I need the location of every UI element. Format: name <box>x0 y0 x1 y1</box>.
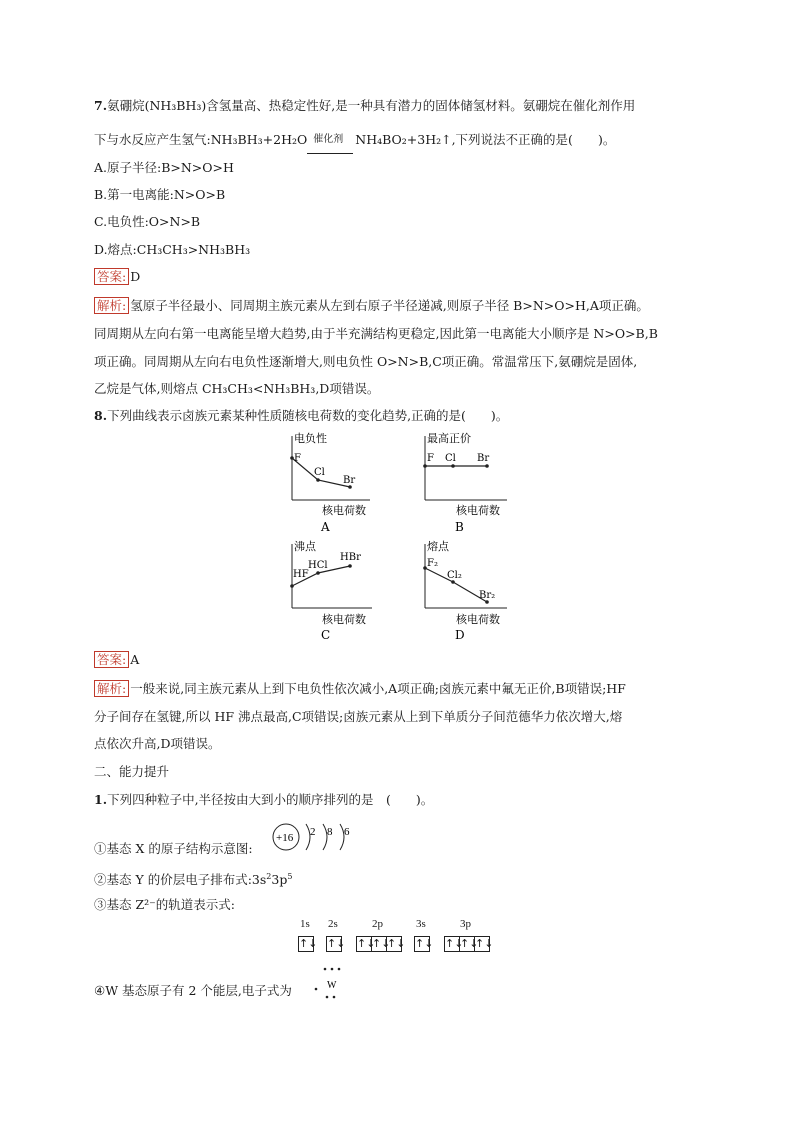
chart-b-caption: B <box>455 520 464 534</box>
orbital-box-3p-2: ↑↓ <box>460 937 479 950</box>
chart-c-point-hf <box>290 584 294 588</box>
answer-tag: 答案: <box>94 651 129 668</box>
lewis-dot-top-3 <box>338 968 341 971</box>
orbital-label-3s: 3s <box>416 918 426 930</box>
p1-item1: ①基态 X 的原子结构示意图: <box>94 841 253 856</box>
lewis-dot-left <box>315 988 318 991</box>
q7-stem-line1 <box>94 97 635 115</box>
orbital-box-2p-1: ↑↓ <box>357 937 376 950</box>
chart-d-label-br2: Br₂ <box>479 590 496 601</box>
q7-option-c: C.电负性:O>N>B <box>94 214 201 229</box>
chart-a-label-cl: Cl <box>314 467 325 478</box>
q8-answer <box>94 651 139 669</box>
q7-option-b: B.第一电离能:N>O>B <box>94 187 226 202</box>
chart-a-label-br: Br <box>343 475 356 486</box>
orbital-box-3p-3: ↑↓ <box>475 937 494 950</box>
chart-b-point-f <box>423 464 427 468</box>
shell-count-3: 6 <box>344 826 350 838</box>
p1-stem <box>94 791 433 809</box>
shell-count-1: 2 <box>310 826 316 838</box>
answer-tag: 答案: <box>94 268 129 285</box>
lewis-dot-top-1 <box>324 968 327 971</box>
q7-number: 7. <box>94 98 108 113</box>
analysis-tag: 解析: <box>94 680 129 697</box>
chart-d-label-f2: F₂ <box>427 558 438 569</box>
q8-analysis-line3: 点依次升高,D项错误。 <box>94 736 221 751</box>
orbital-box-3s: ↑↓ <box>415 937 434 950</box>
item2-3p: 3p <box>271 872 288 888</box>
lewis-dot-top-2 <box>331 968 334 971</box>
item2-sup-3p: 5 <box>287 872 293 881</box>
q7-analysis-line3: 项正确。同周期从左向右电负性逐渐增大,则电负性 O>N>B,C项正确。常温常压下,氨硼烷是固体, <box>94 354 638 369</box>
orbital-label-2s: 2s <box>328 918 338 930</box>
orbital-box-2p-2: ↑↓ <box>372 937 391 950</box>
q7-analysis-line1 <box>94 297 649 315</box>
section-title: 二、能力提升 <box>94 764 170 779</box>
chart-a-xlabel: 核电荷数 <box>322 504 366 517</box>
chart-d-xlabel: 核电荷数 <box>456 613 500 626</box>
q8-analysis-text: 一般来说,同主族元素从上到下电负性依次减小,A项正确;卤族元素中氟无正价,B项错误;HF <box>130 681 626 696</box>
chart-d-caption: D <box>455 628 465 642</box>
chart-d-ylabel: 熔点 <box>427 540 449 553</box>
q7-equation-left: 下与水反应产生氢气:NH₃BH₃+2H₂O <box>94 132 308 147</box>
analysis-tag: 解析: <box>94 297 129 314</box>
chart-d <box>403 540 518 645</box>
chart-c-caption: C <box>321 628 331 642</box>
orbital-box-3p-1: ↑↓ <box>445 937 464 950</box>
q7-equation-right: NH₄BO₂+3H₂↑,下列说法不正确的是( )。 <box>355 132 616 147</box>
lewis-structure-w <box>310 965 350 1001</box>
item2-text: ②基态 Y 的价层电子排布式:3s <box>94 872 267 888</box>
p1-item2 <box>94 868 292 889</box>
chart-c-point-hcl <box>316 571 320 575</box>
chart-c-label-hcl: HCl <box>308 560 328 571</box>
q8-stem <box>94 407 508 425</box>
chart-b <box>403 430 518 538</box>
orbital-label-3p: 3p <box>460 918 471 930</box>
q7-answer-value: D <box>130 269 141 284</box>
chart-b-label-f: F <box>427 453 434 464</box>
q7-stem-text: 氨硼烷(NH₃BH₃)含氢量高、热稳定性好,是一种具有潜力的固体储氢材料。氨硼烷在催化剂作用 <box>107 98 636 113</box>
chart-a-caption: A <box>321 520 330 534</box>
chart-b-point-br <box>485 464 489 468</box>
chart-c-point-hbr <box>348 564 352 568</box>
q7-stem-line2 <box>94 131 615 149</box>
atom-structure-diagram <box>268 820 358 860</box>
q7-catalyst-label: 催化剂 <box>313 134 344 145</box>
orbital-diagram <box>296 918 506 958</box>
orbital-box-1s: ↑↓ <box>299 937 318 950</box>
atom-nucleus-label: +16 <box>276 832 294 844</box>
p1-item4: ④W 基态原子有 2 个能层,电子式为 <box>94 983 292 998</box>
q7-answer <box>94 268 140 286</box>
chart-b-ylabel: 最高正价 <box>427 432 471 445</box>
q7-analysis-line4: 乙烷是气体,则熔点 CH₃CH₃<NH₃BH₃,D项错误。 <box>94 381 380 396</box>
item2-sup-3s: 2 <box>266 872 272 881</box>
chart-a-ylabel: 电负性 <box>294 432 327 445</box>
chart-d-label-cl2: Cl₂ <box>447 570 462 581</box>
p1-number: 1. <box>94 792 108 807</box>
q7-option-d: D.熔点:CH₃CH₃>NH₃BH₃ <box>94 242 251 257</box>
chart-a-point-cl <box>316 478 320 482</box>
chart-c <box>270 540 382 645</box>
lewis-symbol: W <box>327 980 337 991</box>
p1-stem-text: 下列四种粒子中,半径按由大到小的顺序排列的是 ( )。 <box>107 792 434 807</box>
chart-c-xlabel: 核电荷数 <box>322 613 366 626</box>
chart-b-point-cl <box>451 464 455 468</box>
orbital-box-2s: ↑↓ <box>327 937 346 950</box>
orbital-label-1s: 1s <box>300 918 310 930</box>
chart-c-label-hf: HF <box>293 569 309 580</box>
lewis-dot-bottom-1 <box>326 996 329 999</box>
chart-c-ylabel: 沸点 <box>294 540 316 553</box>
q8-analysis-line2: 分子间存在氢键,所以 HF 沸点最高,C项错误;卤族元素从上到下单质分子间范德华力依次增大,熔 <box>94 709 623 724</box>
q8-analysis-line1 <box>94 680 626 698</box>
chart-a <box>270 430 380 538</box>
orbital-box-2p-3: ↑↓ <box>387 937 406 950</box>
chart-c-label-hbr: HBr <box>340 552 361 563</box>
chart-b-xlabel: 核电荷数 <box>456 504 500 517</box>
q7-analysis-text: 氢原子半径最小、同周期主族元素从左到右原子半径递减,则原子半径 B>N>O>H,A项正确。 <box>130 298 649 313</box>
q8-number: 8. <box>94 408 108 423</box>
chart-b-label-br: Br <box>477 453 490 464</box>
q7-option-a: A.原子半径:B>N>O>H <box>94 160 234 175</box>
chart-a-label-f: F <box>294 453 301 464</box>
chart-b-label-cl: Cl <box>445 453 456 464</box>
p1-item3: ③基态 Z²⁻的轨道表示式: <box>94 897 235 912</box>
q7-analysis-line2: 同周期从左向右第一电离能呈增大趋势,由于半充满结构更稳定,因此第一电离能大小顺序是 N>O>B,B <box>94 326 658 341</box>
lewis-dot-bottom-2 <box>333 996 336 999</box>
shell-count-2: 8 <box>327 826 333 838</box>
q8-answer-value: A <box>130 652 140 667</box>
orbital-label-2p: 2p <box>372 918 383 930</box>
q8-stem-text: 下列曲线表示卤族元素某种性质随核电荷数的变化趋势,正确的是( )。 <box>107 408 509 423</box>
